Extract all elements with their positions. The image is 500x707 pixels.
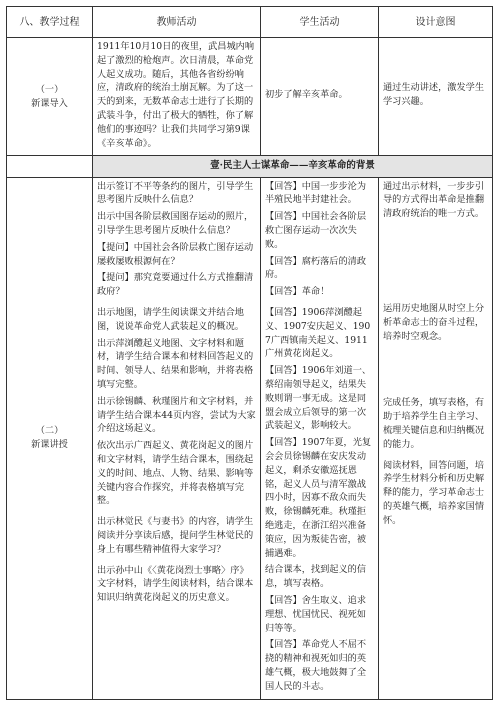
main-teacher-cell [93,177,261,699]
main-stage-cell [7,177,93,699]
main-student-cell [261,177,379,699]
student-activity-6: 【回答】1906年刘道一、蔡绍南领导起义，结果失败则谓一事无成。这是同盟会成立后领导的第一次武装起义，影响较大。 [265,365,372,432]
student-activity-9: 【回答】舍生取义、追求理想、忧国忧民、视死如归等等。 [265,594,367,634]
teacher-activity-5: 出示地图，请学生阅读课文并结合地图，说说革命党人武装起义的概况。 [97,307,244,332]
intro-intent-text: 通过生动讲述，激发学生学习兴趣。 [383,82,485,108]
intro-stage-cell [7,38,93,156]
intro-intent-cell [379,38,493,156]
teacher-activity-2: 出示中国各阶层救国图存运动的照片，引导学生思考图片反映什么信息？ [97,211,254,237]
teacher-activity-6: 出示萍浏醴起义地图、文字材料和题材，请学生结合课本和材料回答起义的时间、领导人、结果和影响，并将表格填写完整。 [97,337,254,390]
intro-stage-name: 新课导入 [31,97,68,109]
intro-student-cell [261,38,379,156]
teaching-process-table [6,6,493,700]
student-activity-2: 【回答】中国社会各阶层救亡图存运动一次次失败。 [265,211,367,250]
teacher-activity-3: 【提问】中国社会各阶层救亡图存运动屡救屡败根源何在？ [97,241,254,267]
design-intent-3: 完成任务，填写表格，有助于培养学生自主学习、梳理关键信息和归纳概况的能力。 [383,397,485,450]
design-intent-2: 运用历史地图从时空上分析革命志士的奋斗过程，培养时空观念。 [383,303,485,342]
teacher-activity-7: 出示徐锡麟、秋瑾图片和文字材料，并请学生结合课本44页内容，尝试为大家介绍这场起义。 [97,395,256,435]
main-stage-number: （二） [35,425,64,437]
intro-student-text: 初步了解辛亥革命。 [265,89,348,101]
student-activity-4: 【回答】革命！ [265,286,330,298]
student-activity-1: 【回答】中国一步步沦为半殖民地半封建社会。 [265,180,367,206]
main-intent-cell [379,177,493,699]
main-row [7,177,493,699]
section-title-row [7,156,493,177]
main-stage-name: 新课讲授 [31,439,68,451]
header-row [7,7,493,38]
student-activity-3: 【回答】腐朽落后的清政府。 [265,255,367,281]
design-intent-4: 阅读材料，回答问题，培养学生材料分析和历史解释的能力，学习革命志士的英雄气概，培养家国情怀。 [383,459,485,526]
header-stage: 八、教学过程 [7,7,93,38]
lesson-plan-page [6,6,492,696]
teacher-activity-1: 出示签订不平等条约的图片，引导学生思考图片反映什么信息？ [97,180,254,206]
teacher-activity-9: 出示林觉民《与妻书》的内容，请学生阅读并分享读后感，提问学生林觉民的身上有哪些精神值得大家学习？ [97,516,254,555]
intro-stage-number: （一） [35,83,64,95]
student-activity-8: 结合课本，找到起义的信息，填写表格。 [265,564,367,590]
student-activity-10: 【回答】革命党人不屈不挠的精神和视死如归的英雄气概，极大地鼓舞了全国人民的斗志。 [265,639,367,692]
header-teacher: 教师活动 [93,7,261,38]
intro-teacher-cell [93,38,261,156]
teacher-activity-8: 依次出示广西起义、黄花岗起义的图片和文字材料，请学生结合课本，围绕起义的时间、地点、人物、结果、影响等关键内容合作探究，并将表格填写完整。 [97,440,254,507]
teacher-activity-10: 出示孙中山《〈黄花岗烈士事略〉序》文字材料，请学生阅读材料，结合课本知识归纳黄花岗起义的历史意义。 [97,564,254,604]
student-activity-5: 【回答】1906萍浏醴起义、1907安庆起义、1907广西镇南关起义、1911广州黄花岗起义。 [265,307,371,360]
design-intent-1: 通过出示材料，一步步引导的方式得出革命是推翻清政府统治的唯一方式。 [383,180,485,220]
section-title: 壹·民主人士谋革命——辛亥革命的背景 [93,156,493,177]
intro-teacher-text: 1911年10月10日的夜里，武昌城内响起了激烈的枪炮声。次日清晨，革命党人起义成功。随后，其他各省纷纷响应，清政府的统治土崩瓦解。为了这一天的到来，无数革命志士进行了长期的武装斗争，付出了极大的牺牲，你了解他们的事迹吗？让我们共同学习第9课《辛亥革命》。 [97,41,255,149]
header-student: 学生活动 [261,7,379,38]
student-activity-7: 【回答】1907年夏，光复会会员徐锡麟在安庆发动起义，剩杀安徽巡抚恩铭，起义人员与清军激战四小时，因寡不敌众而失败，徐锡麟死难。秋瑾拒绝逃走，在浙江绍兴准备策应，因为叛徒告密，被捕遇难。 [265,437,372,559]
intro-row [7,38,493,156]
section-spacer [7,156,93,177]
header-intent: 设计意图 [379,7,493,38]
teacher-activity-4: 【提问】那究竟要通过什么方式推翻清政府？ [97,272,254,298]
